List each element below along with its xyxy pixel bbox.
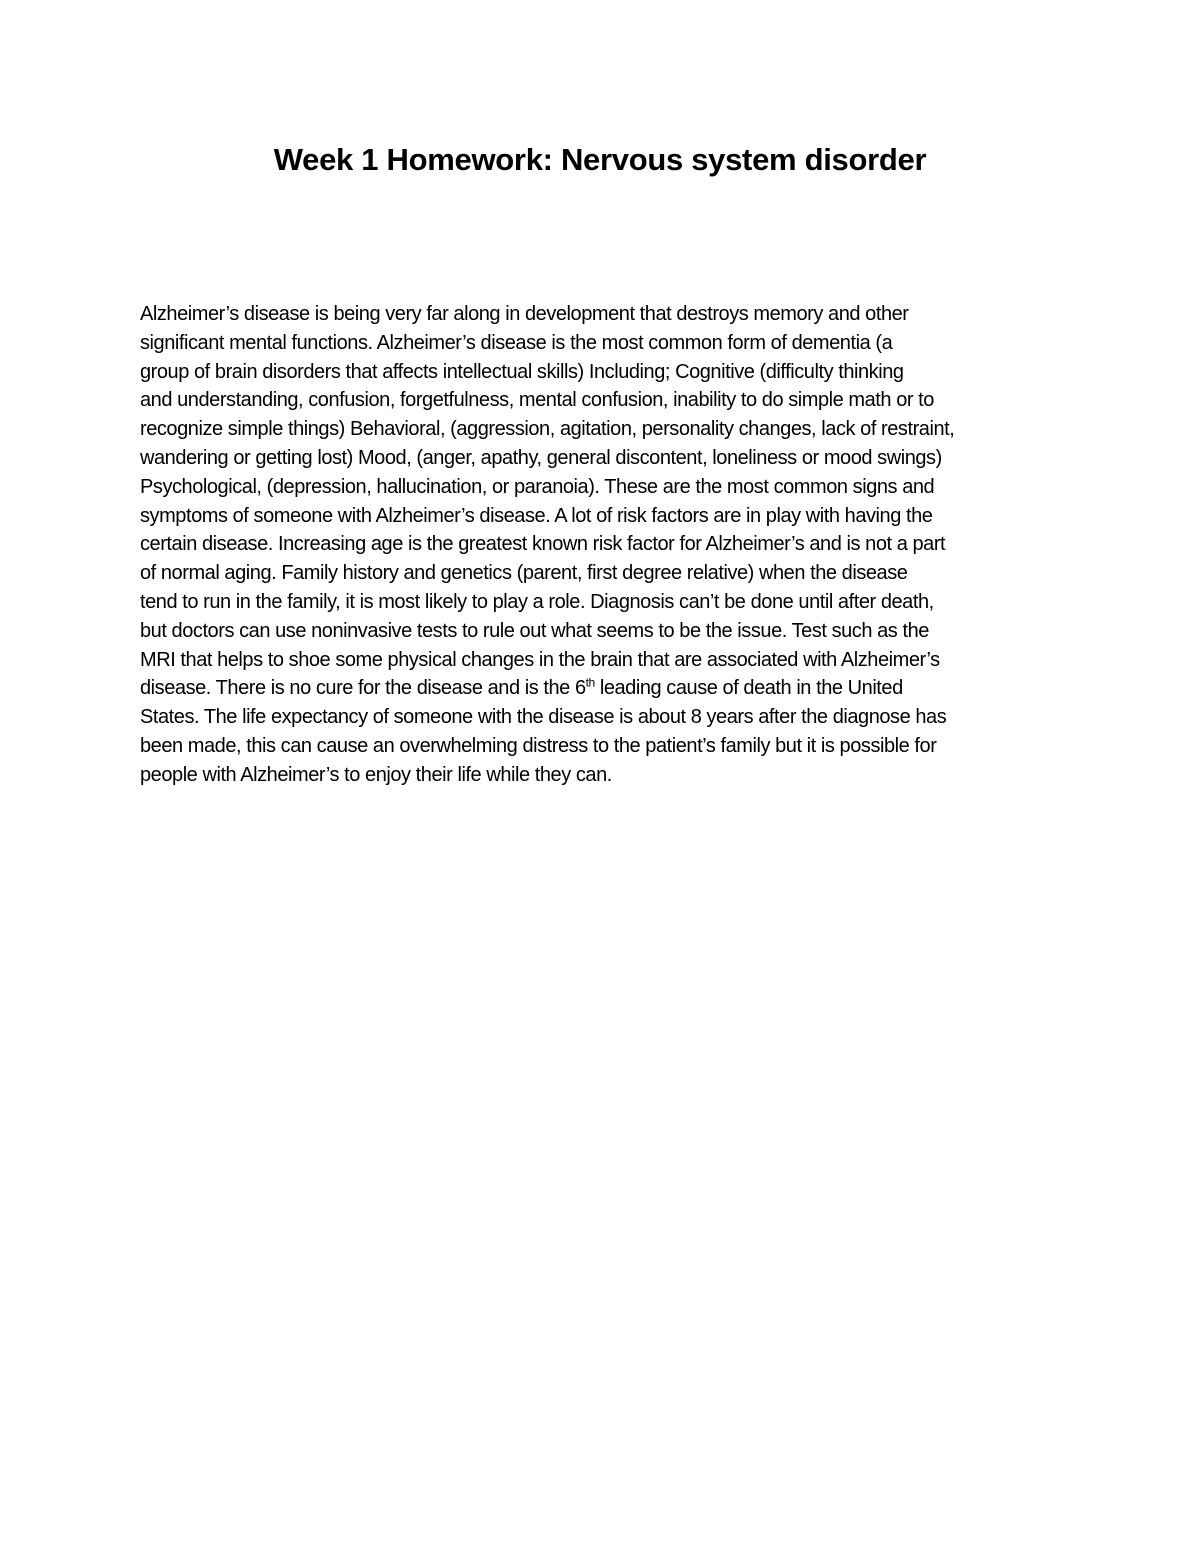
- paragraph-line: of normal aging. Family history and genetics (parent, first degree relative) when the disease: [140, 562, 908, 585]
- paragraph-line: but doctors can use noninvasive tests to rule out what seems to be the issue. Test such as the: [140, 619, 929, 642]
- body-paragraph: [140, 300, 1068, 790]
- document-title: Week 1 Homework: Nervous system disorder: [273, 142, 927, 177]
- paragraph-line: certain disease. Increasing age is the greatest known risk factor for Alzheimer’s and is not a part: [140, 533, 946, 556]
- paragraph-line: group of brain disorders that affects intellectual skills) Including; Cognitive (difficulty thinking: [140, 360, 904, 383]
- paragraph-line: tend to run in the family, it is most likely to play a role. Diagnosis can’t be done until after death,: [140, 590, 934, 613]
- paragraph-line: wandering or getting lost) Mood, (anger, apathy, general discontent, loneliness or mood swings): [140, 446, 942, 469]
- paragraph-line: States. The life expectancy of someone with the disease is about 8 years after the diagnose has: [140, 706, 947, 729]
- line-text-after-superscript: leading cause of death in the United: [594, 677, 903, 700]
- ordinal-superscript: th: [585, 675, 595, 690]
- paragraph-line: significant mental functions. Alzheimer’s disease is the most common form of dementia (a: [140, 331, 893, 354]
- paragraph-line: Psychological, (depression, hallucination, or paranoia). These are the most common signs and: [140, 475, 935, 498]
- paragraph-line-ordinal: [140, 674, 1068, 703]
- paragraph-line: Alzheimer’s disease is being very far along in development that destroys memory and other: [140, 303, 909, 325]
- paragraph-line: and understanding, confusion, forgetfulness, mental confusion, inability to do simple math or to: [140, 389, 934, 412]
- paragraph-line: been made, this can cause an overwhelming distress to the patient’s family but it is possible for: [140, 734, 937, 757]
- line-text-before-superscript: disease. There is no cure for the disease and is the 6: [140, 677, 586, 700]
- paragraph-line: symptoms of someone with Alzheimer’s disease. A lot of risk factors are in play with having the: [140, 504, 933, 527]
- paragraph-line: MRI that helps to shoe some physical changes in the brain that are associated with Alzheimer’s: [140, 648, 940, 671]
- paragraph-line: recognize simple things) Behavioral, (aggression, agitation, personality changes, lack of restraint,: [140, 418, 955, 441]
- paragraph-line: people with Alzheimer’s to enjoy their life while they can.: [140, 763, 612, 786]
